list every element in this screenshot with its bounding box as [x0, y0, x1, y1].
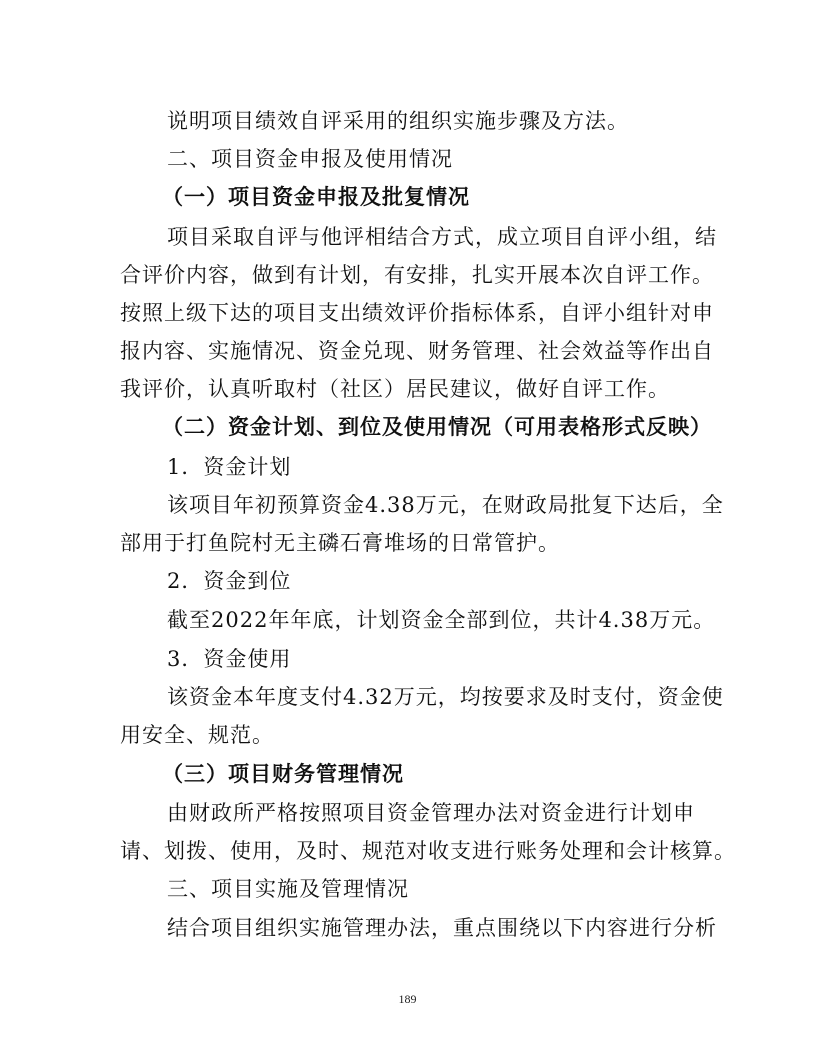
list-item-heading: 3．资金使用 [167, 647, 292, 671]
body-text-line: 该项目年初预算资金4.38万元，在财政局批复下达后，全 [167, 493, 724, 517]
subsection-heading: （三）项目财务管理情况 [162, 762, 404, 786]
body-text-line: 截至2022年年底，计划资金全部到位，共计4.38万元。 [167, 608, 716, 632]
page-number: 189 [398, 992, 417, 1006]
body-text-line: 合评价内容，做到有计划，有安排，扎实开展本次自评工作。 [120, 263, 714, 287]
subsection-heading: （二）资金计划、到位及使用情况（可用表格形式反映） [162, 415, 712, 439]
subsection-heading: （一）项目资金申报及批复情况 [162, 185, 470, 209]
list-item-heading: 2．资金到位 [167, 569, 292, 593]
body-text-line: 结合项目组织实施管理办法，重点围绕以下内容进行分析 [167, 916, 717, 940]
body-text-line: 请、划拨、使用，及时、规范对收支进行账务处理和会计核算。 [120, 839, 736, 863]
section-heading: 二、项目资金申报及使用情况 [167, 147, 453, 171]
body-text-line: 由财政所严格按照项目资金管理办法对资金进行计划申 [167, 801, 695, 825]
body-text-line: 说明项目绩效自评采用的组织实施步骤及方法。 [167, 109, 629, 133]
body-text-line: 项目采取自评与他评相结合方式，成立项目自评小组，结 [167, 225, 717, 249]
body-text-line: 用安全、规范。 [120, 723, 274, 747]
section-heading: 三、项目实施及管理情况 [167, 877, 409, 901]
body-text-line: 我评价，认真听取村（社区）居民建议，做好自评工作。 [120, 377, 670, 401]
list-item-heading: 1．资金计划 [167, 455, 292, 479]
body-text-line: 该资金本年度支付4.32万元，均按要求及时支付，资金使 [167, 685, 724, 709]
body-text-line: 按照上级下达的项目支出绩效评价指标体系，自评小组针对申 [120, 301, 714, 325]
body-text-line: 部用于打鱼院村无主磷石膏堆场的日常管护。 [120, 531, 560, 555]
body-text-line: 报内容、实施情况、资金兑现、财务管理、社会效益等作出自 [120, 339, 714, 363]
